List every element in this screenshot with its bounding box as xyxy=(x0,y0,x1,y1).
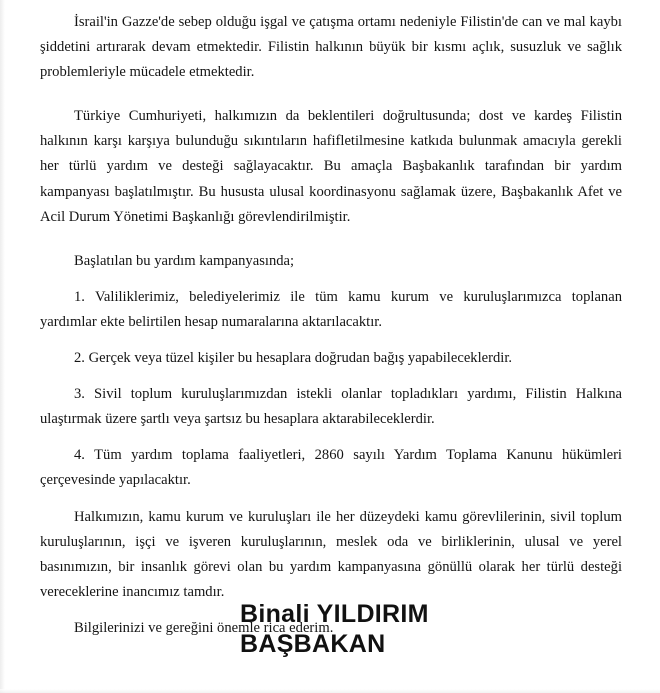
paragraph-intro: İsrail'in Gazze'de sebep olduğu işgal ve çatışma ortamı nedeniyle Filistin'de can ve mal kaybı şiddetini artırarak devam etmektedir. Filistin halkının büyük bir kısmı açlık, susuzluk ve sağlık problemleriyle mücadele etmektedir. xyxy=(40,14,622,81)
paragraph-item-2: 2. Gerçek veya tüzel kişiler bu hesaplara doğrudan bağış yapabileceklerdir. xyxy=(74,350,513,367)
paragraph-closing-request: Bilgilerinizi ve gereğini önemle rica ederim. xyxy=(74,619,334,636)
paragraph-government-statement: Türkiye Cumhuriyeti, halkımızın da beklentileri doğrultusunda; dost ve kardeş Filistin halkının karşı karşıya bulunduğu sıkıntıların hafifletilmesine katkıda bulunmak amacıyla gerekli her türlü yardım ve desteği sağlayacaktır. Bu amaçla Başbakanlık tarafından bir yardım kampanyası başlatılmıştır. Bu hususta ulusal koordinasyonu sağlamak üzere, Başbakanlık Afet ve Acil Durum Yönetimi Başkanlığı görevlendirilmiştir. xyxy=(40,108,622,225)
paragraph-item-1: 1. Valiliklerimiz, belediyelerimiz ile tüm kamu kurum ve kuruluşlarımızca toplanan yardımlar ekte belirtilen hesap numaralarına aktarılacaktır. xyxy=(40,288,622,330)
page-edge-shading-bottom xyxy=(0,689,660,693)
paragraph-campaign-heading: Başlatılan bu yardım kampanyasında; xyxy=(74,252,295,269)
paragraph-public-support: Halkımızın, kamu kurum ve kuruluşları ile her düzeydeki kamu görevlilerinin, sivil toplum kuruluşlarının, işçi ve işveren kuruluşlarının, meslek oda ve birliklerinin, ulusal ve yerel basınımızın, bir insanlık görevi olan bu yardım kampanyasına gönüllü olarak her türlü desteği vereceklerine inancımız tamdır. xyxy=(40,508,622,600)
signature-block xyxy=(240,600,540,659)
paragraph-item-3: 3. Sivil toplum kuruluşlarımızdan istekli olanlar topladıkları yardımı, Filistin Halkına ulaştırmak üzere şartlı veya şartsız bu hesaplara aktarabileceklerdir. xyxy=(40,386,622,428)
signatory-name: Binali YILDIRIM xyxy=(240,600,429,628)
paragraph-item-4: 4. Tüm yardım toplama faaliyetleri, 2860 sayılı Yardım Toplama Kanunu hükümleri çerçevesinde yapılacaktır. xyxy=(40,447,622,489)
signatory-title: BAŞBAKAN xyxy=(240,629,386,658)
